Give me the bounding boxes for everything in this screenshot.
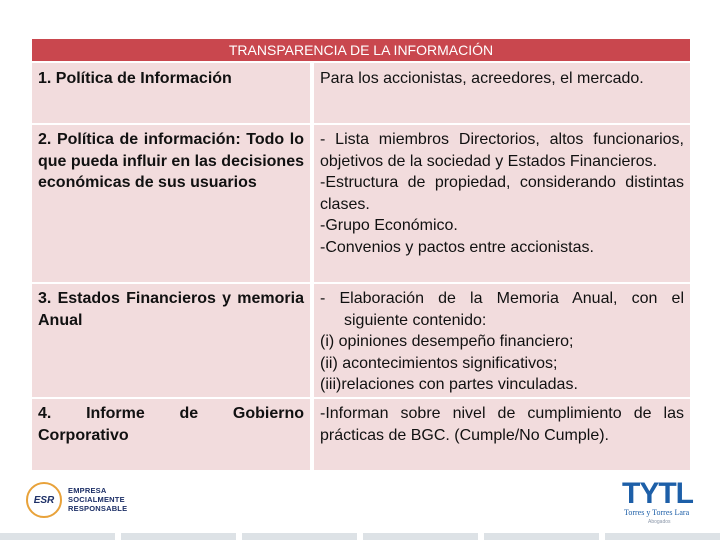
tytl-sub: Abogados xyxy=(648,519,671,525)
esr-badge-text: ESR xyxy=(33,494,55,506)
table-title: TRANSPARENCIA DE LA INFORMACIÓN xyxy=(228,42,494,58)
content-line: -Convenios y pactos entre accionistas. xyxy=(320,238,594,256)
content-line: Para los accionistas, acreedores, el mercado. xyxy=(320,70,644,87)
footer-segment xyxy=(121,533,236,540)
footer-segment xyxy=(363,533,478,540)
content-line: (ii) acontecimientos significativos; xyxy=(320,354,558,372)
row-content xyxy=(314,399,690,470)
content-line: - Elaboración de la Memoria Anual, con el xyxy=(320,290,684,307)
esr-logo xyxy=(22,478,132,526)
footer-segment xyxy=(0,533,115,540)
table-row xyxy=(32,125,690,282)
esr-badge-icon xyxy=(26,482,62,518)
row-content xyxy=(314,63,690,123)
tytl-mark: TYTL xyxy=(622,477,693,510)
content-line: - Lista miembros Directorios, altos funcionarios, objetivos de la sociedad y Estados Financieros. xyxy=(320,131,684,170)
content-line: -Grupo Económico. xyxy=(320,217,458,234)
footer-bar xyxy=(0,533,720,540)
esr-line: SOCIALMENTE xyxy=(68,495,125,504)
esr-wordmark xyxy=(68,486,127,513)
footer-segment xyxy=(242,533,357,540)
row-content xyxy=(314,284,690,397)
footer-segment xyxy=(605,533,720,540)
content-line: (i) opiniones desempeño financiero; xyxy=(320,333,574,350)
tytl-name: Torres y Torres Lara xyxy=(624,508,690,517)
table-header xyxy=(32,39,690,61)
content-line: (iii)relaciones con partes vinculadas. xyxy=(320,376,578,393)
esr-line: RESPONSABLE xyxy=(68,504,128,513)
table-row xyxy=(32,63,690,123)
row-label: 2. Política de información: Todo lo que pueda influir en las decisiones económicas de sus usuarios xyxy=(32,125,310,282)
content-line: siguiente contenido: xyxy=(344,311,487,329)
esr-line: EMPRESA xyxy=(68,486,107,495)
row-content xyxy=(314,125,690,282)
table-row xyxy=(32,399,690,470)
row-label: 4. Informe de Gobierno Corporativo xyxy=(32,399,310,470)
content-line: -Estructura de propiedad, considerando distintas clases. xyxy=(320,174,684,213)
footer-segment xyxy=(484,533,599,540)
tytl-logo xyxy=(618,478,708,528)
table-row xyxy=(32,284,690,397)
row-label: 1. Política de Información xyxy=(32,63,310,123)
content-line: -Informan sobre nivel de cumplimiento de las prácticas de BGC. (Cumple/No Cumple). xyxy=(320,405,684,444)
row-label: 3. Estados Financieros y memoria Anual xyxy=(32,284,310,397)
